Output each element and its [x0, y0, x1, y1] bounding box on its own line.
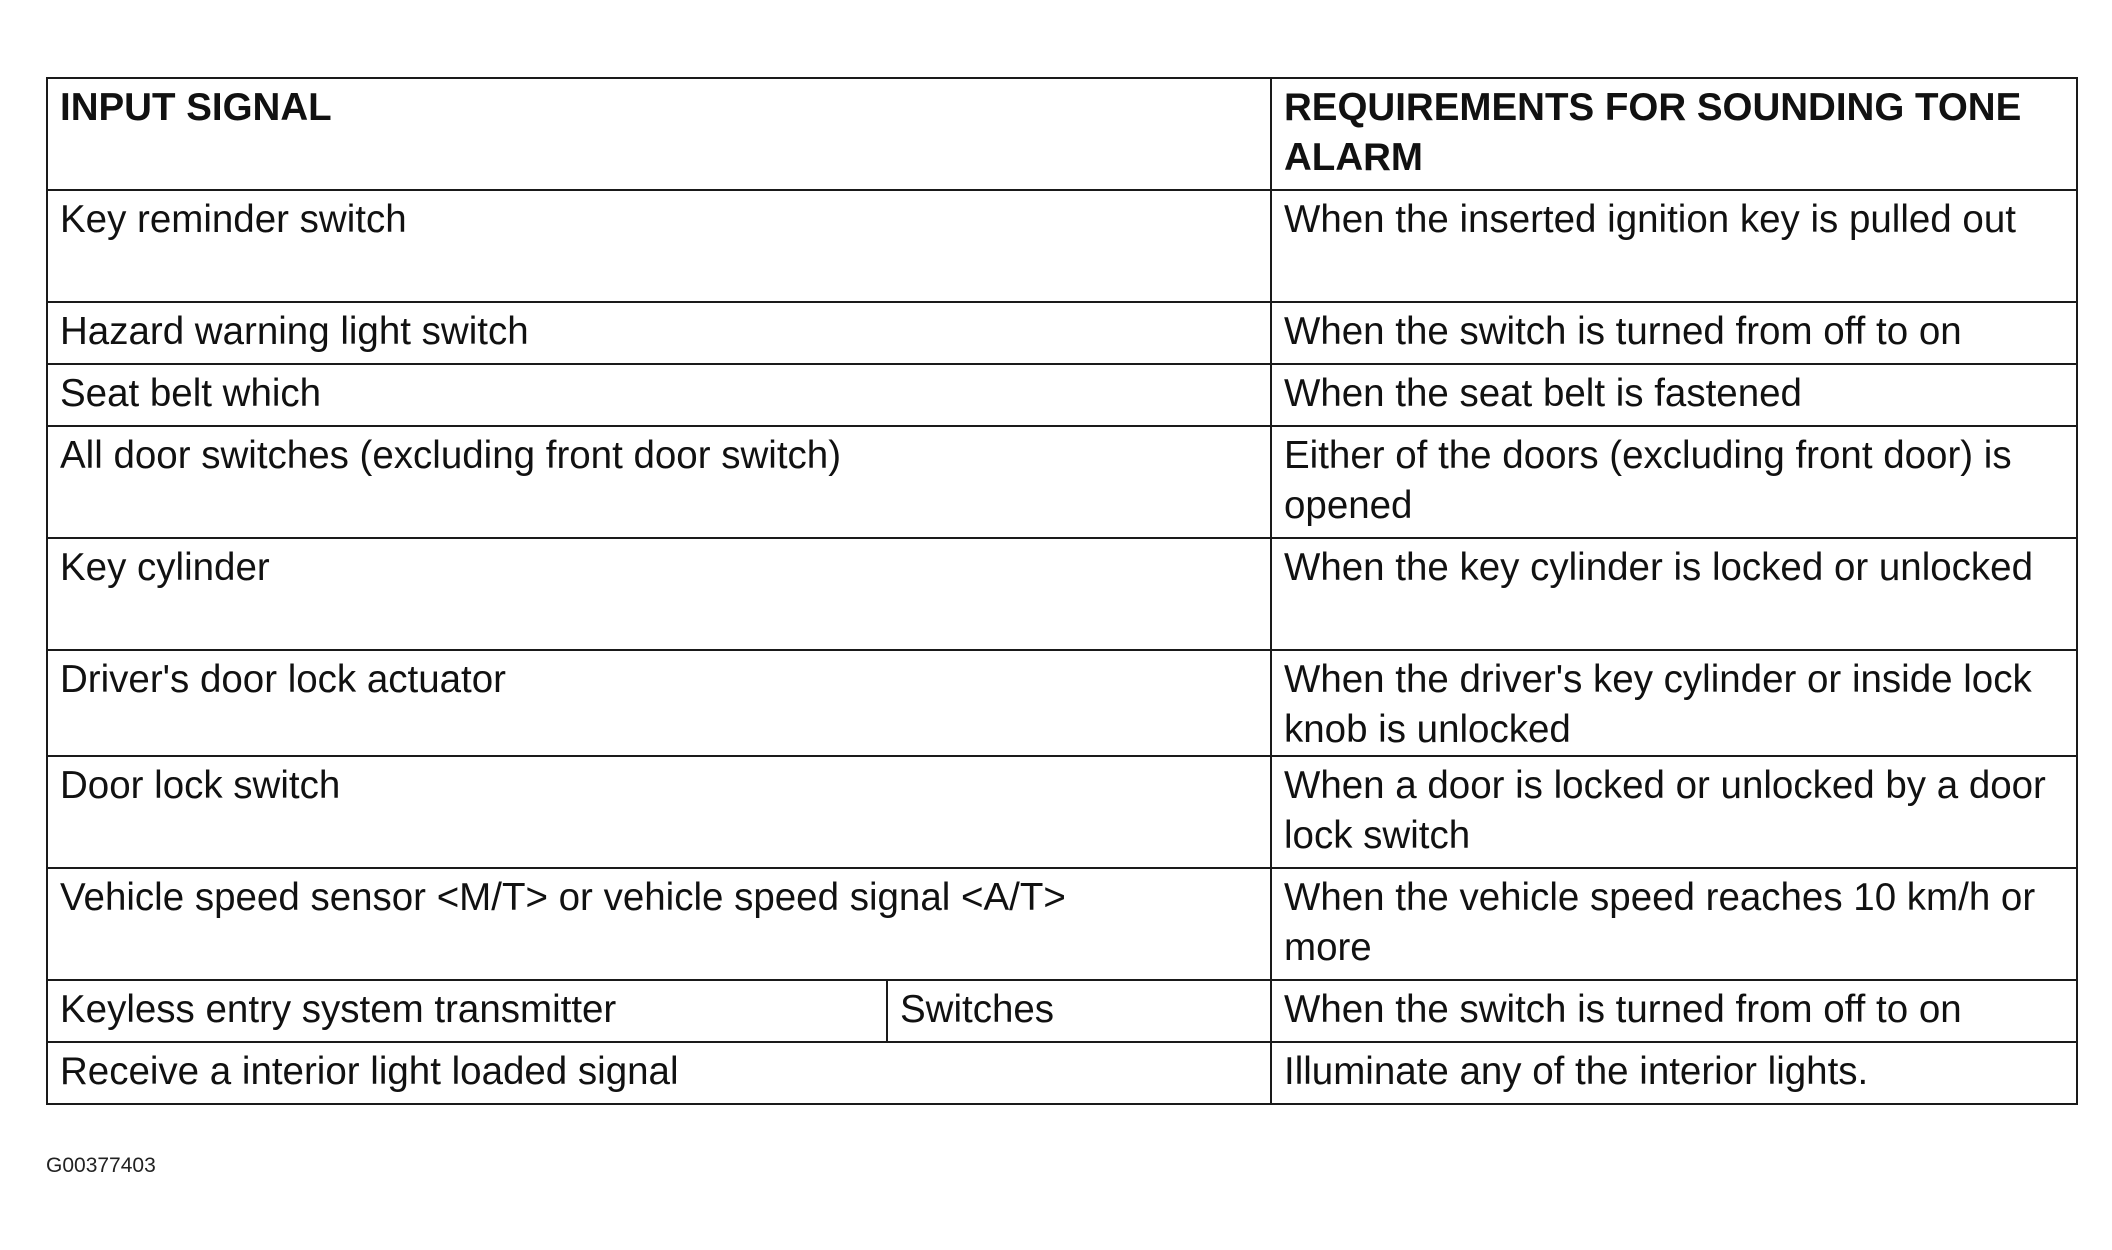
- requirement-cell: When the key cylinder is locked or unlocked: [1271, 538, 2077, 650]
- tone-alarm-requirements-table: [46, 77, 2078, 1105]
- table-row: [47, 756, 2077, 868]
- input-signal-cell: Vehicle speed sensor <M/T> or vehicle speed signal <A/T>: [47, 868, 1271, 980]
- requirement-cell: When the seat belt is fastened: [1271, 364, 2077, 426]
- table-row: [47, 426, 2077, 538]
- requirement-cell: When the switch is turned from off to on: [1271, 980, 2077, 1042]
- input-signal-header: INPUT SIGNAL: [47, 78, 1271, 190]
- input-signal-cell: Hazard warning light switch: [47, 302, 1271, 364]
- input-signal-cell: Receive a interior light loaded signal: [47, 1042, 1271, 1104]
- table-row: [47, 980, 2077, 1042]
- table-header-row: [47, 78, 2077, 190]
- table-row: [47, 190, 2077, 302]
- requirement-cell: When a door is locked or unlocked by a door lock switch: [1271, 756, 2077, 868]
- table-row: [47, 364, 2077, 426]
- requirement-cell: When the vehicle speed reaches 10 km/h or more: [1271, 868, 2077, 980]
- requirement-cell: When the inserted ignition key is pulled out: [1271, 190, 2077, 302]
- table-row: [47, 1042, 2077, 1104]
- input-signal-cell: Door lock switch: [47, 756, 1271, 868]
- input-signal-cell: All door switches (excluding front door switch): [47, 426, 1271, 538]
- table-row: [47, 868, 2077, 980]
- requirements-header: REQUIREMENTS FOR SOUNDING TONE ALARM: [1271, 78, 2077, 190]
- input-signal-cell: Keyless entry system transmitter: [47, 980, 887, 1042]
- figure-id-label: G00377403: [46, 1154, 156, 1177]
- requirement-cell: Either of the doors (excluding front door) is opened: [1271, 426, 2077, 538]
- requirement-cell: Illuminate any of the interior lights.: [1271, 1042, 2077, 1104]
- table-row: [47, 650, 2077, 756]
- requirement-cell: When the switch is turned from off to on: [1271, 302, 2077, 364]
- input-signal-cell: Key cylinder: [47, 538, 1271, 650]
- input-signal-cell: Key reminder switch: [47, 190, 1271, 302]
- input-signal-sub-cell: Switches: [887, 980, 1271, 1042]
- input-signal-cell: Seat belt which: [47, 364, 1271, 426]
- table-row: [47, 302, 2077, 364]
- input-signal-cell: Driver's door lock actuator: [47, 650, 1271, 756]
- requirement-cell: When the driver's key cylinder or inside lock knob is unlocked: [1271, 650, 2077, 756]
- table-row: [47, 538, 2077, 650]
